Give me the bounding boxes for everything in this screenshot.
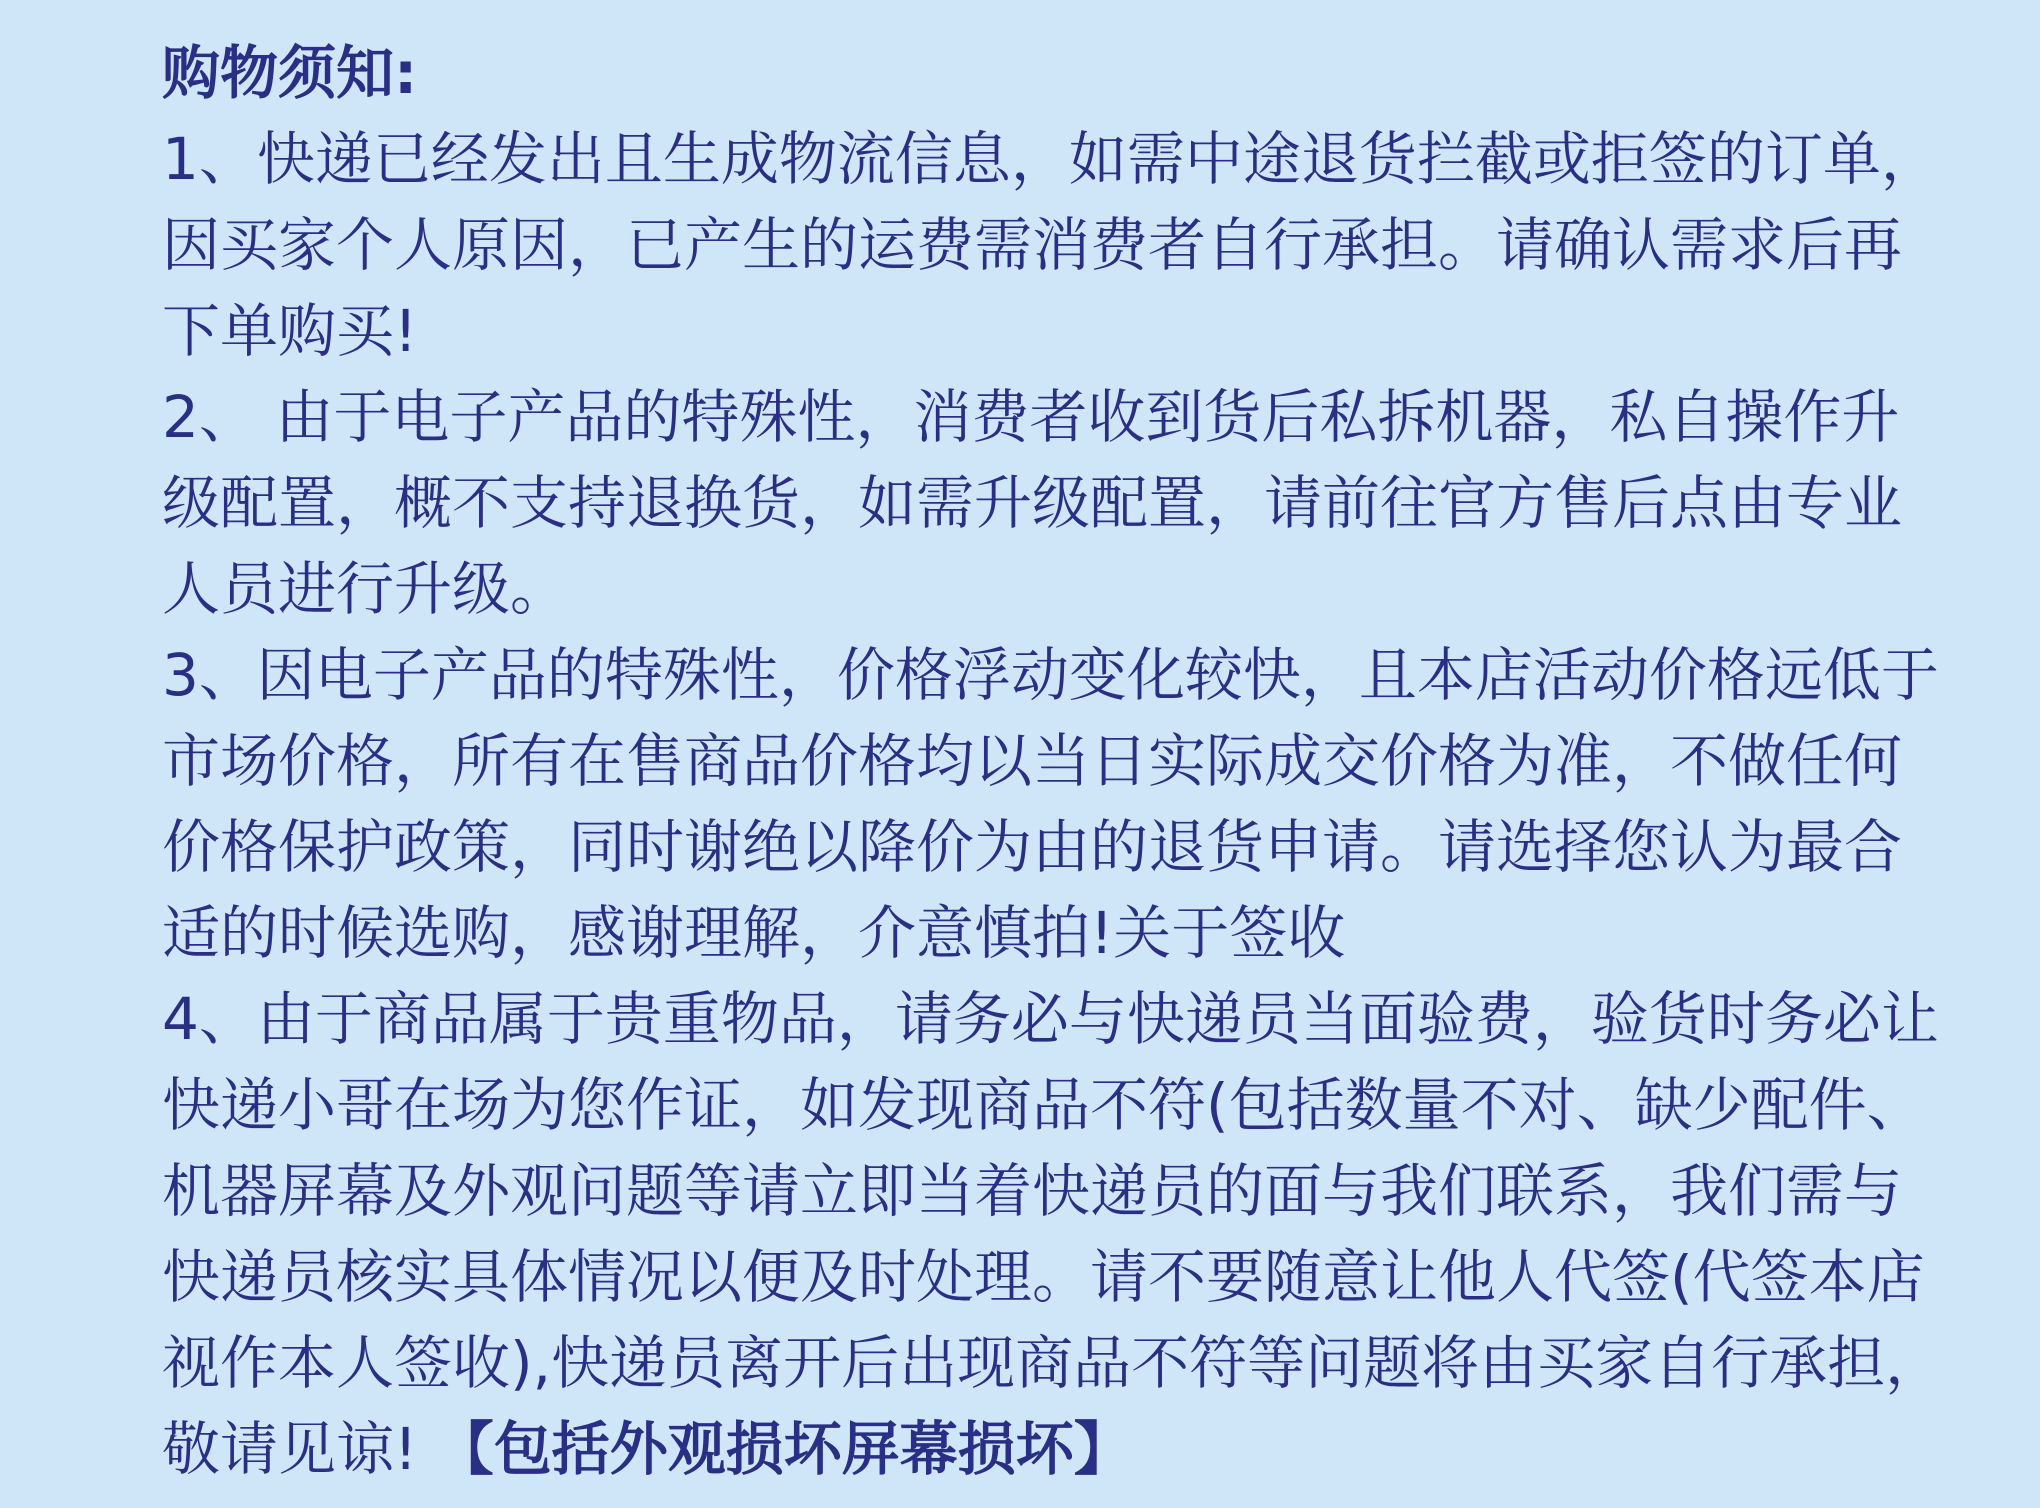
notice-line: 价格保护政策，同时谢绝以降价为由的退货申请。请选择您认为最合 bbox=[162, 813, 1903, 881]
notice-emphasis: 【包括外观损坏屏幕损坏】 bbox=[435, 1415, 1132, 1483]
notice-line: 适的时候选购，感谢理解，介意慎拍!关于签收 bbox=[162, 899, 1346, 967]
notice-line: 视作本人签收),快递员离开后出现商品不符等问题将由买家自行承担， bbox=[162, 1329, 1944, 1397]
notice-line: 3、因电子产品的特殊性，价格浮动变化较快，且本店活动价格远低于 bbox=[162, 641, 1939, 709]
notice-line: 市场价格，所有在售商品价格均以当日实际成交价格为准，不做任何 bbox=[162, 727, 1903, 795]
notice-closing: 敬请见谅! bbox=[162, 1415, 436, 1483]
notice-line: 级配置，概不支持退换货，如需升级配置，请前往官方售后点由专业 bbox=[162, 469, 1903, 537]
notice-line: 下单购买! bbox=[162, 297, 418, 365]
notice-line: 人员进行升级。 bbox=[162, 555, 569, 623]
notice-line: 机器屏幕及外观问题等请立即当着快递员的面与我们联系，我们需与 bbox=[162, 1157, 1903, 1225]
notice-line: 快递小哥在场为您作证，如发现商品不符(包括数量不对、缺少配件、 bbox=[162, 1071, 1925, 1139]
notice-line: 1、快递已经发出且生成物流信息，如需中途退货拦截或拒签的订单， bbox=[162, 125, 1939, 193]
notice-line: 因买家个人原因，已产生的运费需消费者自行承担。请确认需求后再 bbox=[162, 211, 1903, 279]
notice-line: 4、由于商品属于贵重物品，请务必与快递员当面验费，验货时务必让 bbox=[162, 985, 1939, 1053]
notice-line: 2、 由于电子产品的特殊性，消费者收到货后私拆机器，私自操作升 bbox=[162, 383, 1900, 451]
notice-title: 购物须知: bbox=[162, 39, 418, 107]
notice-line: 快递员核实具体情况以便及时处理。请不要随意让他人代签(代签本店 bbox=[162, 1243, 1925, 1311]
shopping-notice bbox=[162, 30, 1944, 1492]
notice-last-line bbox=[162, 1406, 1862, 1492]
